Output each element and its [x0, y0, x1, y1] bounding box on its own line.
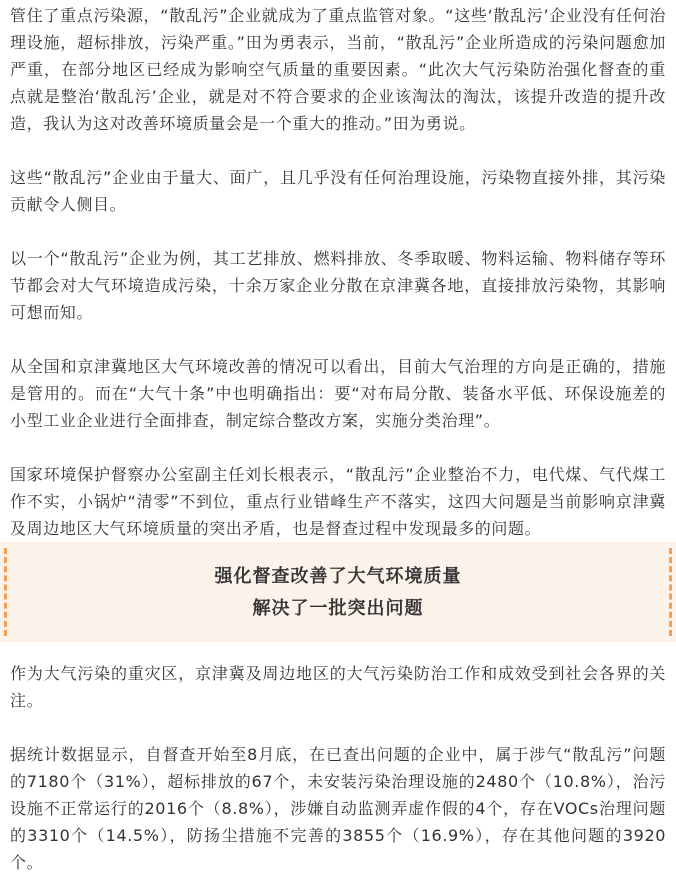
paragraph-gap: [10, 714, 666, 741]
paragraph-gap: [10, 434, 666, 461]
paragraph: 以一个“散乱污”企业为例，其工艺排放、燃料排放、冬季取暖、物料运输、物料储存等环节都会对大气环境造成污染，十余万家企业分散在京津冀各地，直接排放污染物，其影响可想而知。: [10, 249, 666, 322]
paragraph-gap: [10, 137, 666, 164]
paragraph: 这些“散乱污”企业由于量大、面广，且几乎没有任何治理设施，污染物直接外排，其污染贡献令人侧目。: [10, 168, 666, 214]
paragraph: 管住了重点污染源，“散乱污”企业就成为了重点监管对象。“这些‘散乱污’企业没有任何治理设施，超标排放，污染严重。”田为勇表示，当前，“散乱污”企业所造成的污染问题愈加严重，在部分地区已经成为影响空气质量的重要因素。“此次大气污染防治强化督查的重点就是整治‘散乱污’企业，就是对不符合要求的企业该淘汰的淘汰，该提升改造的提升改造，我认为这对改善环境质量会是一个重大的推动。”田为勇说。: [10, 6, 666, 133]
article-body-bottom: [10, 660, 666, 876]
paragraph: 作为大气污染的重灾区，京津冀及周边地区的大气污染防治工作和成效受到社会各界的关注。: [10, 664, 666, 710]
section-heading-line-2: 解决了一批突出问题: [252, 598, 424, 619]
paragraph-gap: [10, 326, 666, 353]
paragraph: 从全国和京津冀地区大气环境改善的情况可以看出，目前大气治理的方向是正确的，措施是管用的。而在“大气十条”中也明确指出：要“对布局分散、装备水平低、环保设施差的小型工业企业进行全面排查，制定综合整改方案，实施分类治理”。: [10, 357, 666, 430]
paragraph: 国家环境保护督察办公室副主任刘长根表示，“散乱污”企业整治不力，电代煤、气代煤工作不实，小锅炉“清零”不到位，重点行业错峰生产不落实，这四大问题是当前影响京津冀及周边地区大气环境质量的突出矛盾，也是督查过程中发现最多的问题。: [10, 465, 666, 538]
article-body-top: [10, 2, 666, 542]
paragraph: 据统计数据显示，自督查开始至8月底，在已查出问题的企业中，属于涉气“散乱污”问题的7180个（31%），超标排放的67个，未安装污染治理设施的2480个（10.8%），治污设施不正常运行的2016个（8.8%），涉嫌自动监测弄虚作假的4个，存在VOCs治理问题的3310个（14.5%），防扬尘措施不完善的3855个（16.9%），存在其他问题的3920个。: [10, 745, 666, 872]
section-heading-box: [0, 542, 676, 642]
section-heading-line-1: 强化督查改善了大气环境质量: [214, 566, 462, 587]
paragraph-gap: [10, 218, 666, 245]
